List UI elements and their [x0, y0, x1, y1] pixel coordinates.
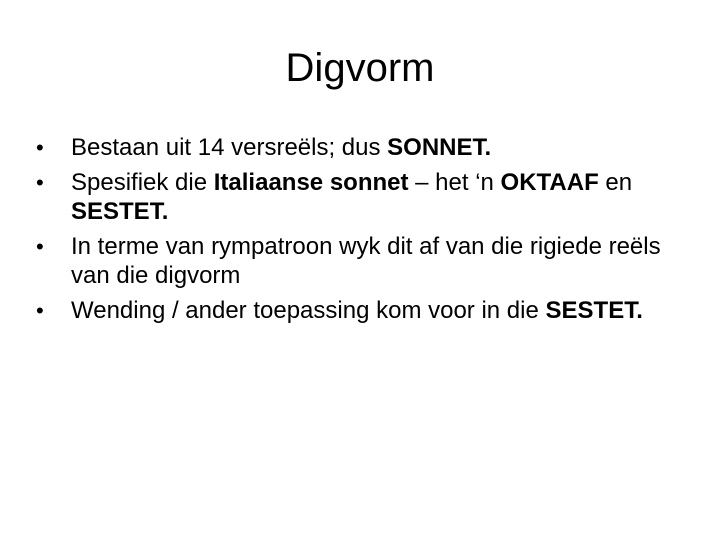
- bullet-list: [36, 133, 676, 331]
- text-segment: Spesifiek die: [71, 169, 214, 196]
- bullet-dot-icon: •: [36, 170, 44, 195]
- bullet-dot-icon: •: [36, 298, 44, 323]
- text-segment: – het ‘n: [408, 169, 501, 196]
- bold-term: Italiaanse sonnet: [213, 169, 409, 196]
- bullet-text: [71, 134, 491, 161]
- bullet-item: [36, 168, 676, 226]
- bold-term: OKTAAF: [500, 169, 599, 196]
- bullet-item: [36, 232, 676, 290]
- bold-term: SESTET.: [545, 297, 643, 324]
- text-segment: Bestaan uit 14 versreëls; dus: [71, 134, 388, 161]
- bold-term: SESTET.: [71, 198, 169, 225]
- text-segment: Wending / ander toepassing kom voor in die: [71, 297, 546, 324]
- bullet-text: [71, 297, 643, 324]
- bullet-dot-icon: •: [36, 135, 44, 160]
- slide-title: Digvorm: [285, 46, 435, 90]
- bold-term: SONNET.: [387, 134, 492, 161]
- bullet-text: [71, 169, 632, 225]
- bullet-dot-icon: •: [36, 234, 44, 259]
- text-segment: en: [598, 169, 633, 196]
- bullet-item: [36, 296, 676, 325]
- text-segment: In terme van rympatroon wyk dit af van die rigiede reëls van die digvorm: [71, 233, 661, 289]
- bullet-item: [36, 133, 676, 162]
- bullet-text: [71, 233, 661, 289]
